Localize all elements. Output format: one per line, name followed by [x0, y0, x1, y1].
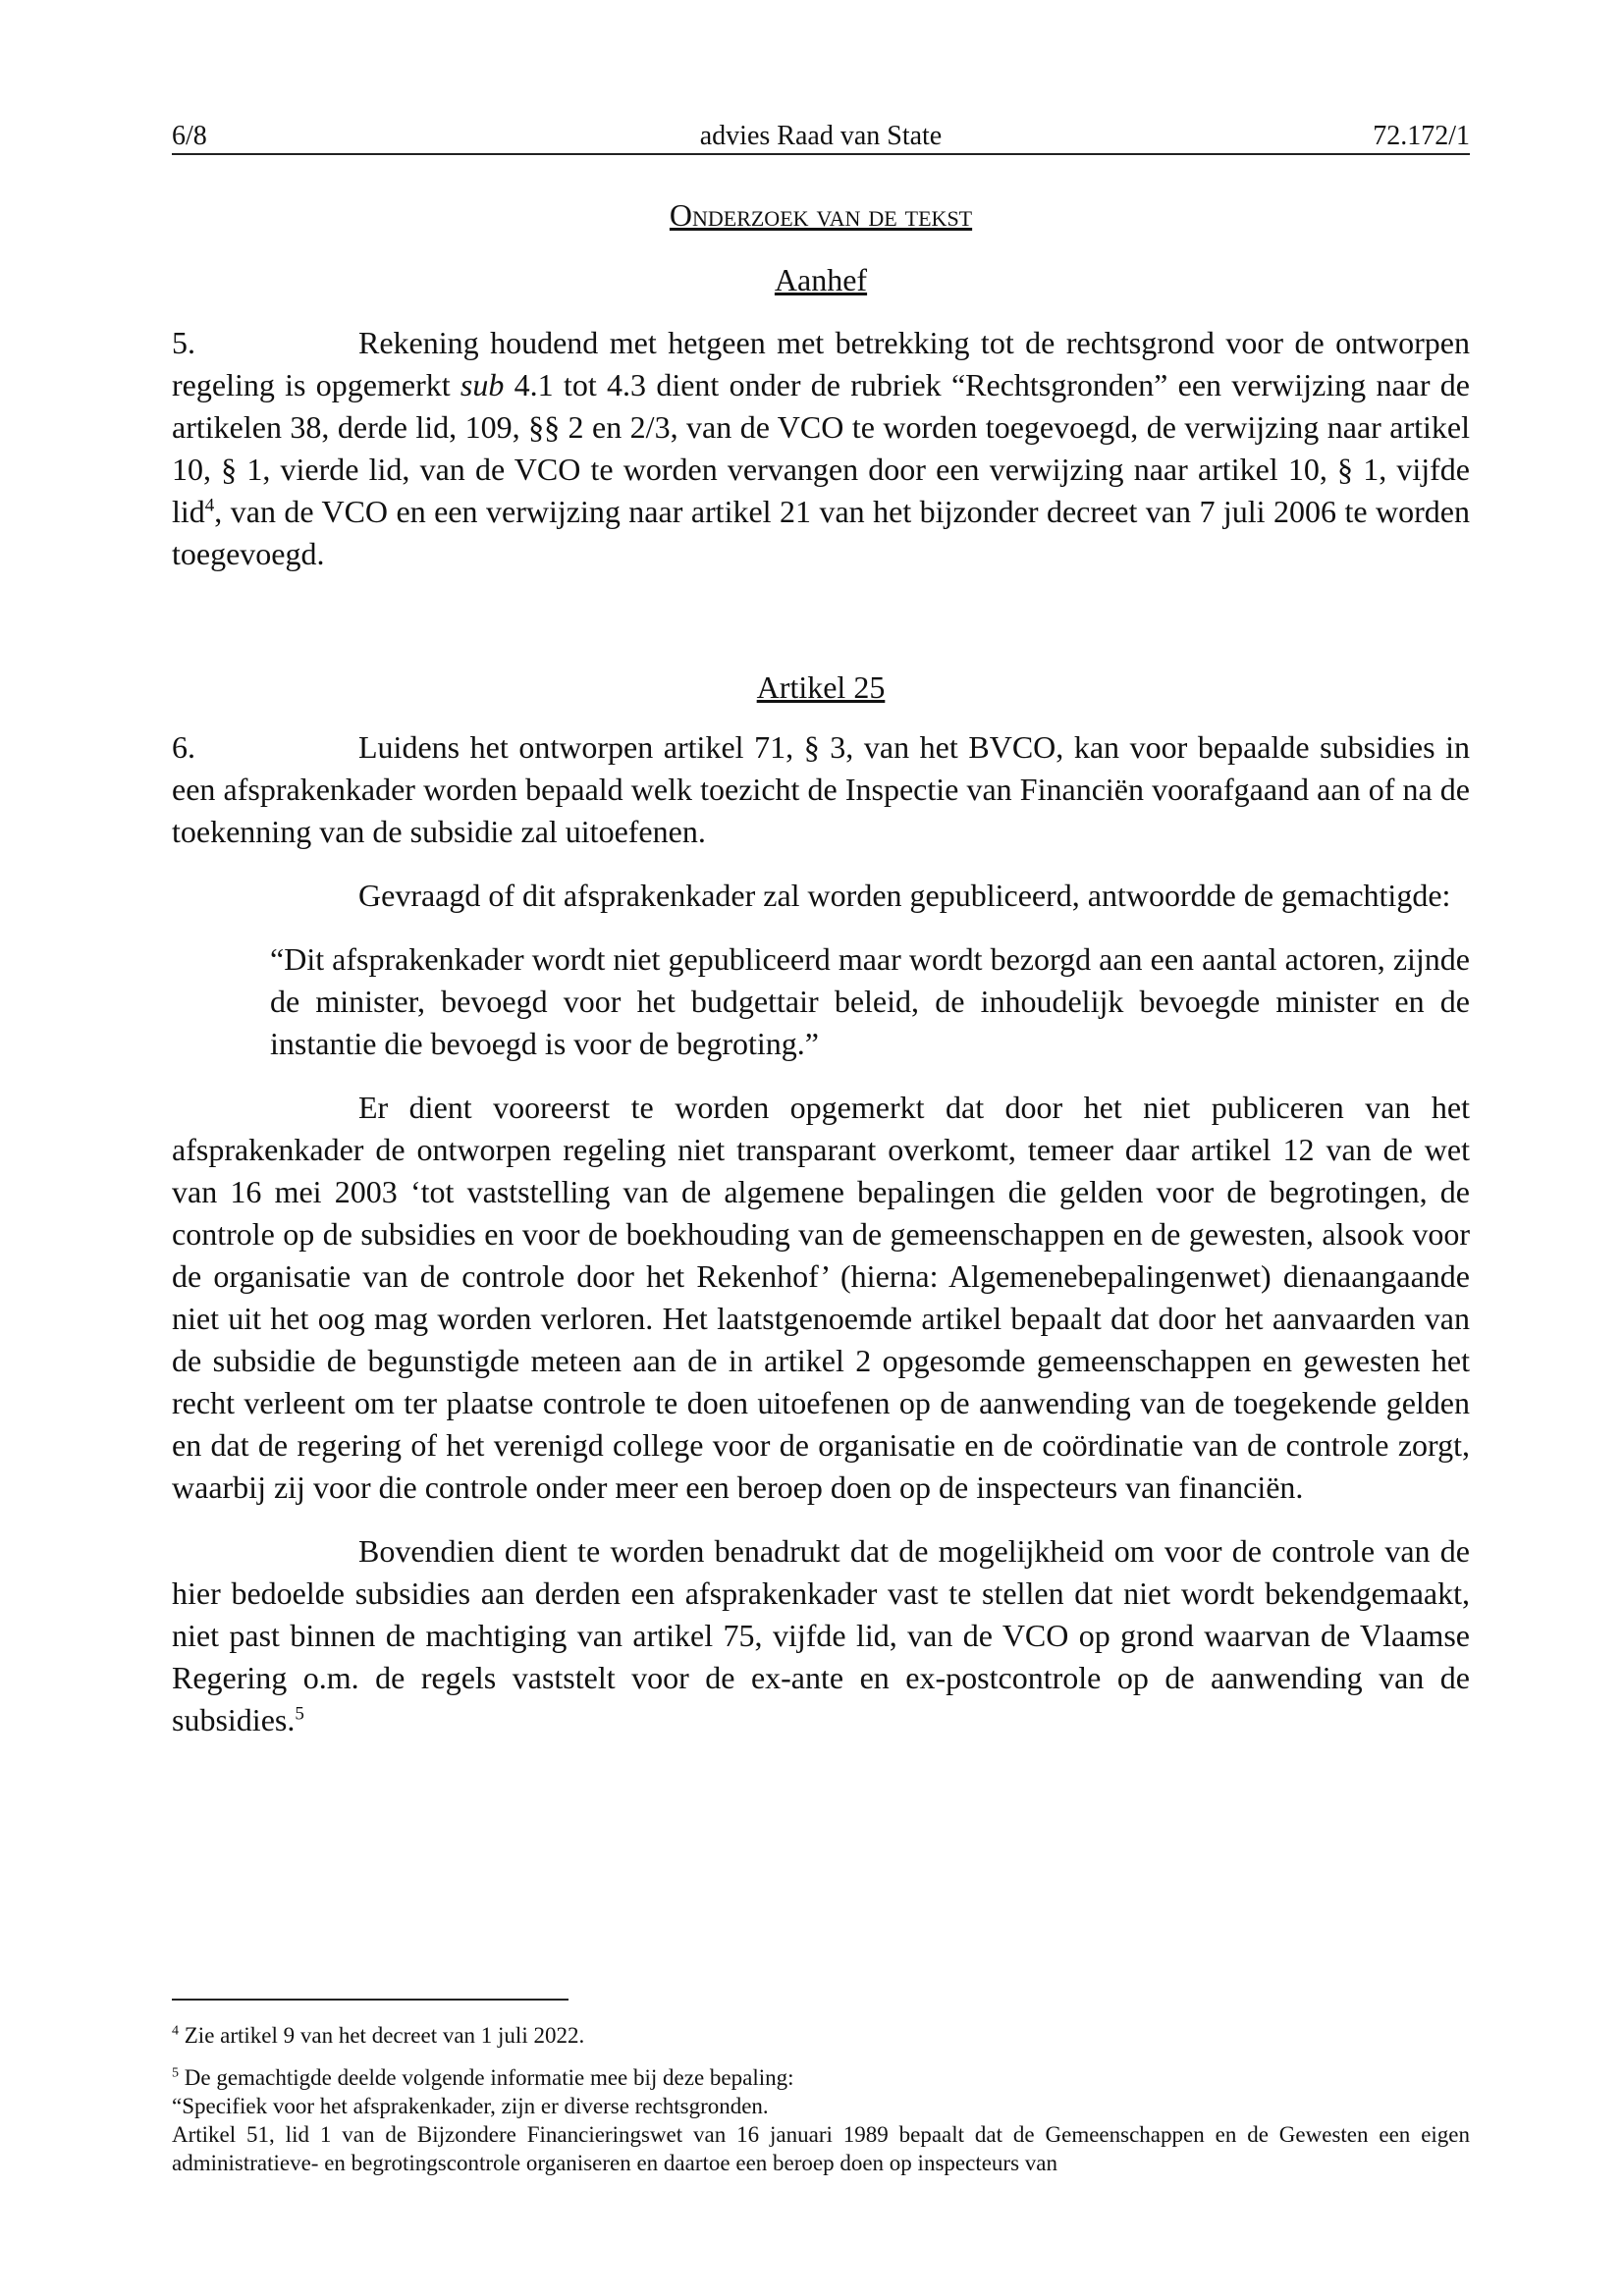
footnote-separator	[172, 1999, 568, 2001]
footnote-5: $^5$ De gemachtigde deelde volgende informatie mee bij deze bepaling:	[172, 2065, 794, 2090]
paragraph-number: 6.	[172, 729, 195, 765]
reference-number: 72.172/1	[1373, 121, 1470, 151]
paragraph-number: 5.	[172, 325, 195, 360]
paragraph-5: 5. Rekening houdend met hetgeen met betrekking tot de rechtsgrond voor de ontworpen regeling is opgemerkt sub 4.1 tot 4.3 dient onder de rubriek “Rechtsgronden” een verwijzing naar de artikelen 38, derde lid, 109, §§ 2 en 2/3, van de VCO te worden toegevoegd, de verwijzing naar artikel 10, § 1, vierde lid, van de VCO te worden vervangen door een verwijzing naar artikel 10, § 1, vijfde lid$^4$, van de VCO en een verwijzing naar artikel 21 van het bijzonder decreet van 7 juli 2006 te worden toegevoegd.	[172, 322, 1470, 575]
footnote-5-line-2: “Specifiek voor het afsprakenkader, zijn er diverse rechtsgronden.	[172, 2094, 769, 2118]
subsection-aanhef: Aanhef	[774, 262, 868, 297]
footnote-ref-5: 5	[295, 1703, 304, 1725]
block-quote: “Dit afsprakenkader wordt niet gepubliceerd maar wordt bezorgd aan een aantal actoren, zijnde de minister, bevoegd voor het budgettair beleid, de inhoudelijk bevoegde minister en de instantie die bevoegd is voor de begroting.”	[270, 941, 1470, 1061]
subsection-artikel-25: Artikel 25	[756, 669, 886, 705]
page-number: 6/8	[172, 121, 207, 151]
footnote-5-line-3: Artikel 51, lid 1 van de Bijzondere Financieringswet van 16 januari 1989 bepaalt dat de Gemeenschappen en de Gewesten een eigen administratieve- en begrotingscontrole organiseren en daartoe een beroep doen op inspecteurs van	[172, 2122, 1470, 2175]
document-type: advies Raad van State	[699, 121, 943, 151]
paragraph-transparency: Er dient vooreerst te worden opgemerkt dat door het niet publiceren van het afsprakenkader de ontworpen regeling niet transparant overkomt, temeer daar artikel 12 van de wet van 16 mei 2003 ‘tot vaststelling van de algemene bepalingen die gelden voor de begrotingen, de controle op de subsidies en voor de boekhouding van de gemeenschappen en de gewesten, alsook voor de organisatie van de controle door het Rekenhof’ (hierna: Algemenebepalingenwet) dienaangaande niet uit het oog mag worden verloren. Het laatstgenoemde artikel bepaalt dat door het aanvaarden van de subsidie de begunstigde meteen aan de in artikel 2 opgesomde gemeenschappen en gewesten het recht verleent om ter plaatse controle te doen uitoefenen op de aanwending van de toegekende gelden en dat de regering of het verenigd college voor de organisatie en de coördinatie van de controle zorgt, waarbij zij voor die controle onder meer een beroep doen op de inspecteurs van financiën.	[172, 1090, 1470, 1505]
paragraph-emphasis: Bovendien dient te worden benadrukt dat de mogelijkheid om voor de controle van de hier bedoelde subsidies aan derden een afsprakenkader vast te stellen dat niet wordt bekendgemaakt, niet past binnen de machtiging van artikel 75, vijfde lid, van de VCO op grond waarvan de Vlaamse Regering o.m. de regels vaststelt voor de ex-ante en ex-postcontrole op de aanwending van de subsidies.$^5$	[172, 1533, 1470, 1737]
paragraph-6: 6. Luidens het ontworpen artikel 71, § 3, van het BVCO, kan voor bepaalde subsidies in een afsprakenkader worden bepaald welk toezicht de Inspectie van Financiën voorafgaand aan of na de toekenning van de subsidie zal uitoefenen.	[172, 726, 1470, 853]
footnote-4: $^4$ Zie artikel 9 van het decreet van 1 juli 2022.	[172, 2023, 585, 2048]
footnotes	[172, 2021, 1470, 2177]
footnote-ref-4: 4	[204, 495, 215, 516]
document-body	[172, 194, 1470, 1741]
paragraph-question: Gevraagd of dit afsprakenkader zal worden gepubliceerd, antwoordde de gemachtigde:	[358, 878, 1451, 913]
section-title: Onderzoek van de tekst	[669, 197, 973, 233]
page-header	[172, 118, 1470, 155]
